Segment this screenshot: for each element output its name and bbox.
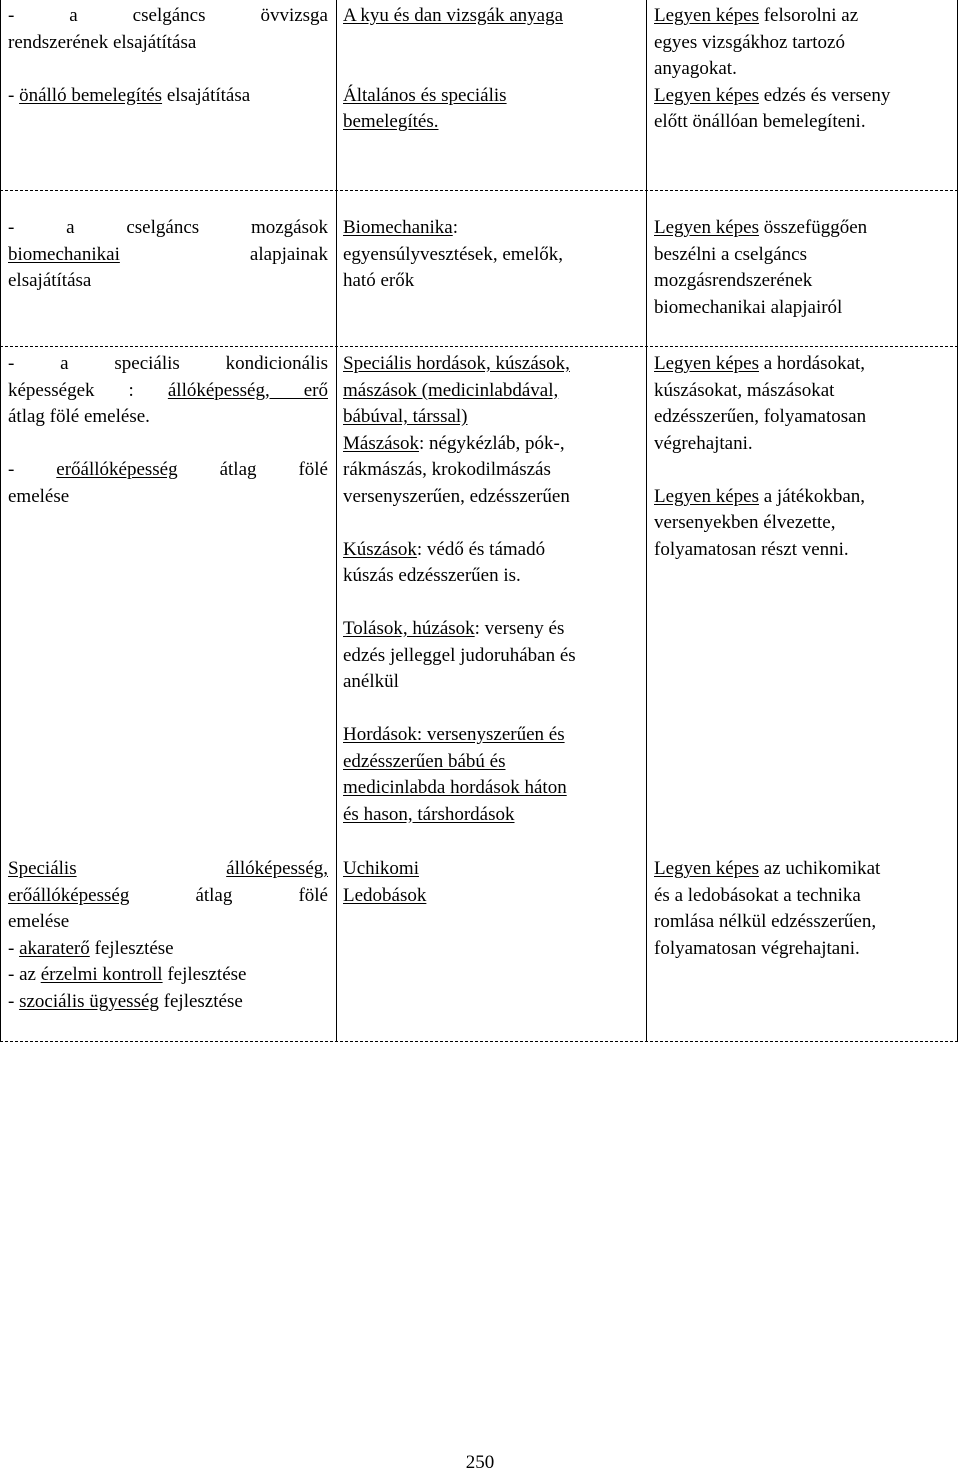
cell-line [343,775,638,802]
cell-line [8,30,328,57]
cell-line [343,351,638,378]
cell-line [654,404,950,431]
cell-line [8,989,328,1016]
line-text: a játékokban, [758,485,866,507]
cell-line [343,215,638,242]
underlined-term: bemelegítés. [343,111,439,132]
cell-line [343,457,638,484]
cell-line [343,3,638,30]
line-text: - a cselgáncs mozgások [8,217,328,238]
cell-line [343,404,638,431]
cell-line [343,883,638,910]
line-text: fejlesztése [89,937,174,959]
underlined-term: Ledobások [343,884,427,906]
cell-line [8,484,328,511]
row-4-requirement-cell [654,856,950,962]
cell-line [343,242,638,269]
line-text: romlása nélkül edzésszerűen, [654,911,877,932]
line-text: a hordásokat, [758,353,866,374]
underlined-term: és hason, társhordások [343,803,515,825]
underlined-term: Uchikomi [343,858,419,879]
underlined-term: Legyen képes [654,84,759,106]
cell-line [654,431,950,458]
line-text: - a speciális kondicionális [8,353,328,374]
line-text: - az [8,964,41,985]
line-text: és a ledobásokat a technika [654,884,861,906]
cell-line [343,83,638,110]
underlined-term: szociális ügyesség [19,990,159,1012]
cell-line [654,295,950,322]
underlined-term: Biomechanika [343,217,453,238]
cell-line [8,56,328,83]
line-text: képességek : [8,379,168,401]
cell-line [654,83,950,110]
line-text: rákmászás, krokodilmászás [343,459,551,480]
line-text: beszélni a cselgáncs [654,243,807,265]
cell-line [8,215,328,242]
line-text: átlag fölé [177,459,328,480]
cell-line [8,268,328,295]
underlined-term: Tolások, húzások [343,618,475,639]
cell-line [654,457,950,484]
cell-line [343,378,638,405]
line-text: folyamatosan végrehajtani. [654,937,860,959]
cell-line [654,30,950,57]
underlined-term: Kúszások [343,538,417,560]
cell-line [654,856,950,883]
line-text: fejlesztése [162,964,247,985]
line-text: emelése [8,485,70,507]
underlined-term: Legyen képes [654,217,759,238]
cell-line [343,484,638,511]
line-text: - [8,937,20,959]
line-text: anélkül [343,671,399,692]
line-text [77,858,227,879]
line-text: : négykézláb, pók-, [418,432,565,454]
cell-line [8,962,328,989]
cell-line [8,457,328,484]
cell-line [343,56,638,83]
line-text: - [8,84,20,106]
page-number: 250 [465,1452,495,1473]
underlined-term: biomechanikai [8,243,120,265]
row-2-objective-cell [8,215,328,295]
line-text: edzés jelleggel judoruhában és [343,644,576,666]
line-text: átlag fölé emelése. [8,406,150,427]
underlined-term: Általános és speciális [343,84,507,106]
line-text: - [8,990,20,1012]
line-text: edzésszerűen, folyamatosan [654,406,867,427]
row-3-requirement-cell [654,351,950,563]
underlined-term: mászások (medicinlabdával, [343,379,559,401]
underlined-term: A kyu és dan vizsgák anyaga [343,5,564,26]
underlined-term: erőállóképesség [56,459,178,480]
cell-line [654,909,950,936]
line-text: : [452,217,459,238]
cell-line [343,856,638,883]
underlined-term: önálló bemelegítés [19,84,163,106]
cell-line [343,749,638,776]
cell-line [343,643,638,670]
underlined-term: Mászások [343,432,419,454]
line-text: ható erők [343,270,415,291]
underlined-term: állóképesség, [226,858,328,879]
row-3-objective-cell [8,351,328,510]
cell-line [8,242,328,269]
line-text: : verseny és [474,618,565,639]
line-text: : védő és támadó [416,538,546,560]
row-divider [0,190,958,191]
cell-line [343,268,638,295]
line-text: mozgásrendszerének [654,270,813,291]
line-text: anyagokat. [654,58,737,79]
line-text: előtt önállóan bemelegíteni. [654,111,866,132]
line-text: kúszásokat, mászásokat [654,379,835,401]
line-text: alapjainak [119,243,328,265]
line-text: felsorolni az [758,5,859,26]
cell-line [343,722,638,749]
cell-line [654,936,950,963]
cell-line [654,3,950,30]
cell-line [343,30,638,57]
line-text: - a cselgáncs övvizsga [8,5,328,26]
cell-line [654,268,950,295]
cell-line [654,510,950,537]
underlined-term: Legyen képes [654,5,759,26]
line-text: egyes vizsgákhoz tartozó [654,31,845,53]
row-4-objective-cell [8,856,328,1015]
underlined-term: érzelmi kontroll [40,964,163,985]
line-text: folyamatosan részt venni. [654,538,849,560]
line-text: fejlesztése [158,990,243,1012]
underlined-term: Hordások: versenyszerűen és [343,724,565,745]
cell-line [8,431,328,458]
cell-line [8,936,328,963]
cell-line [654,109,950,136]
cell-line [343,537,638,564]
cell-line [654,56,950,83]
table-border-left [0,0,1,1042]
cell-line [8,378,328,405]
cell-line [343,563,638,590]
cell-line [8,351,328,378]
line-text: versenyszerűen, edzésszerűen [343,485,570,507]
underlined-term: edzésszerűen bábú és [343,750,506,772]
cell-line [343,510,638,537]
table-border-right [957,0,958,1042]
line-text: rendszerének elsajátítása [8,31,197,53]
underlined-term: erőállóképesség [8,884,130,906]
row-3-content-cell [343,351,638,828]
cell-line [654,537,950,564]
underlined-term: medicinlabda hordások háton [343,777,567,798]
cell-line [8,404,328,431]
line-text: - [8,459,57,480]
underlined-term: Legyen képes [654,858,759,879]
cell-line [343,109,638,136]
cell-line [343,616,638,643]
row-2-requirement-cell [654,215,950,321]
cell-line [654,378,950,405]
cell-line [654,351,950,378]
cell-line [343,590,638,617]
line-text: versenyekben élvezette, [654,512,836,533]
cell-line [8,3,328,30]
cell-line [654,242,950,269]
column-divider-1 [336,0,337,1042]
row-divider [0,346,958,347]
line-text: egyensúlyvesztések, emelők, [343,243,564,265]
column-divider-2 [646,0,647,1042]
line-text: elsajátítása [162,84,251,106]
cell-line [654,484,950,511]
line-text: kúszás edzésszerűen is. [343,565,521,586]
line-text: biomechanikai alapjairól [654,296,843,318]
underlined-term: Speciális hordások, kúszások, [343,353,570,374]
cell-line [8,83,328,110]
cell-line [8,909,328,936]
row-2-content-cell [343,215,638,295]
line-text: edzés és verseny [758,84,891,106]
underlined-term: állóképesség, erő [167,379,328,401]
cell-line [8,883,328,910]
underlined-term: Legyen képes [654,353,759,374]
line-text: összefüggően [758,217,868,238]
cell-line [8,856,328,883]
line-text: végrehajtani. [654,432,753,454]
cell-line [654,883,950,910]
row-4-content-cell [343,856,638,909]
underlined-term: Legyen képes [654,485,759,507]
line-text: elsajátítása [8,270,92,291]
underlined-term: akaraterő [19,937,90,959]
underlined-term: Speciális [8,858,77,879]
row-1-objective-cell [8,3,328,109]
cell-line [343,802,638,829]
cell-line [343,669,638,696]
cell-line [343,696,638,723]
row-1-content-cell [343,3,638,136]
line-text: emelése [8,911,70,932]
row-1-requirement-cell [654,3,950,136]
table-border-bottom [0,1041,958,1042]
line-text: az uchikomikat [758,858,881,879]
underlined-term: bábúval, társsal) [343,406,468,427]
cell-line [654,215,950,242]
cell-line [343,431,638,458]
line-text: átlag fölé [129,884,328,906]
